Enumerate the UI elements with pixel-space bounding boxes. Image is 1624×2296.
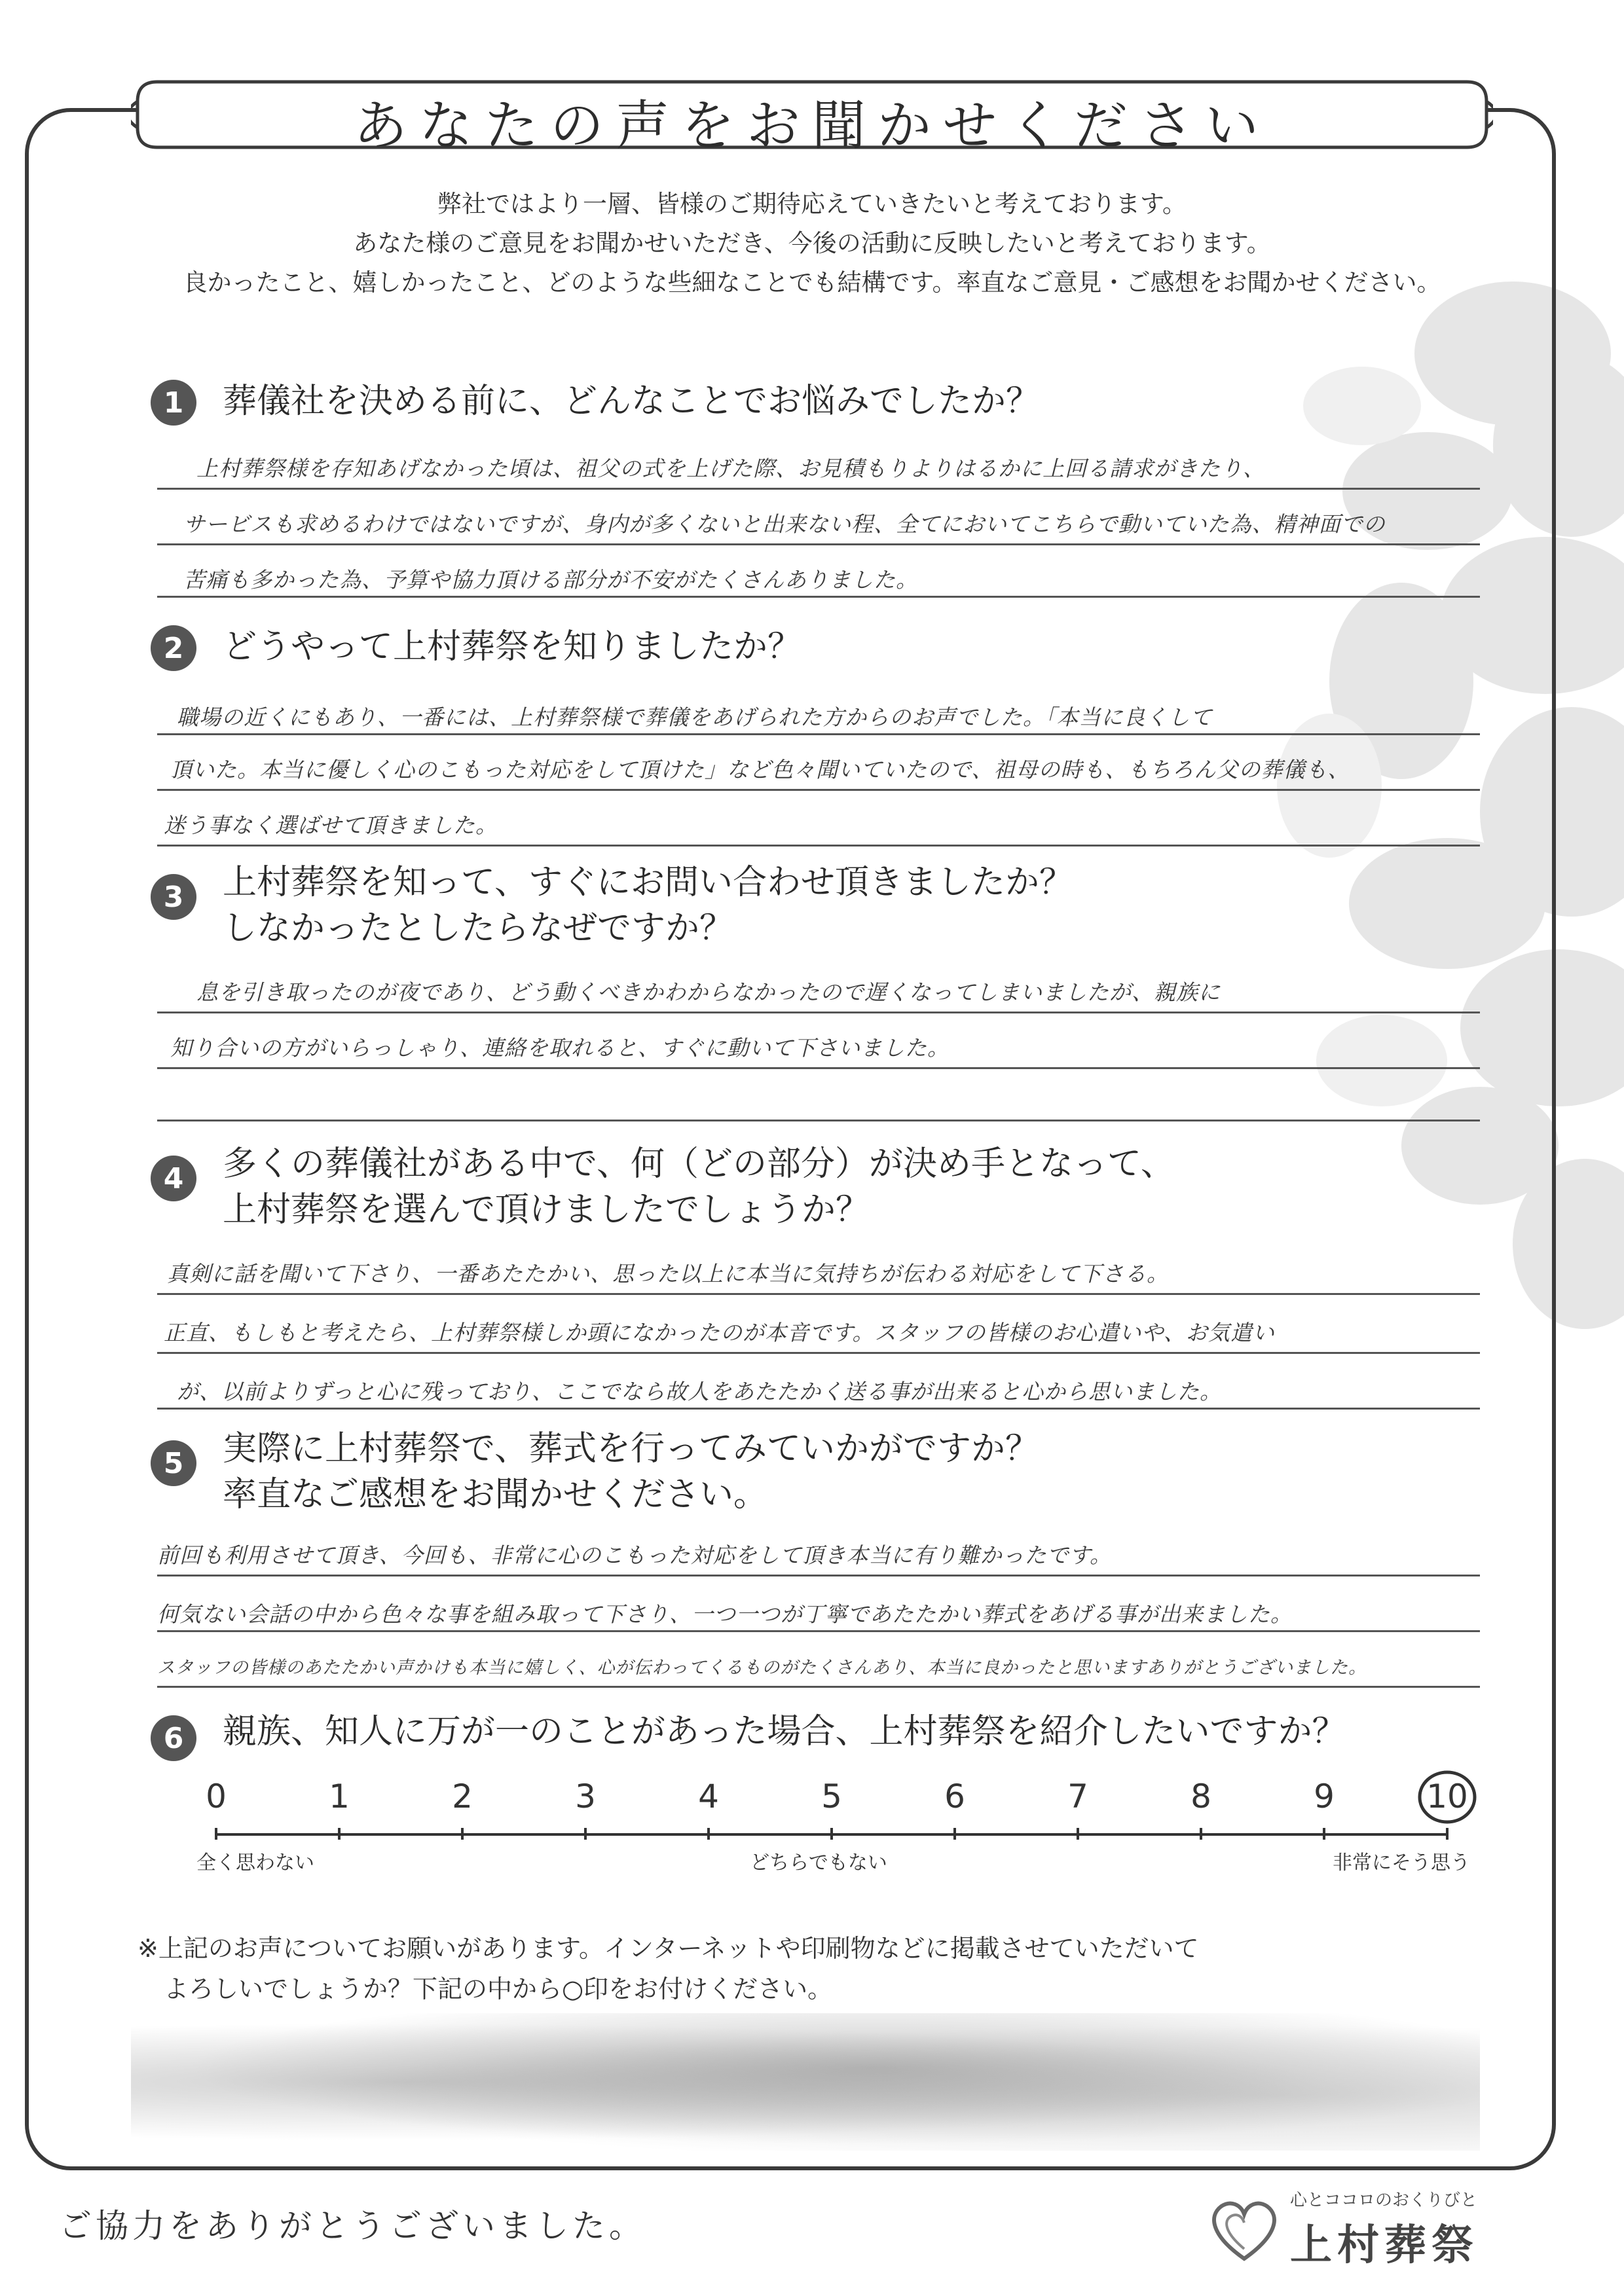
- answer-line: 苦痛も多かった為、予算や協力頂ける部分が不安がたくさんありました。: [183, 567, 918, 592]
- intro-line: 弊社ではより一層、皆様のご期待応えていきたいと考えております。: [437, 190, 1187, 218]
- scale-tick: [584, 1828, 587, 1840]
- scale-label-high: 非常にそう思う: [1333, 1851, 1470, 1874]
- selected-rating-circle: [157, 1768, 1480, 1899]
- scale-tick: [1446, 1828, 1449, 1840]
- question-text: 実際に上村葬祭で、葬式を行ってみていかがですか？: [223, 1429, 1039, 1468]
- question-text: しなかったとしたらなぜですか？: [223, 909, 734, 948]
- answer-rule: [157, 1630, 1480, 1632]
- answer-line: 知り合いの方がいらっしゃり、連絡を取れると、すぐに動いて下さいました。: [170, 1035, 950, 1061]
- company-logo: [1205, 2187, 1506, 2272]
- answer-line: 正直、もしもと考えたら、上村葬祭様しか頭になかったのが本音です。スタッフの皆様のお心遣いや、お気遣い: [164, 1320, 1275, 1345]
- scale-tick: [1200, 1828, 1202, 1840]
- scale-tick: [707, 1828, 710, 1840]
- note-line: よろしいでしょうか？下記の中から○印をお付けください。: [164, 1975, 833, 2003]
- scale-tick: [830, 1828, 833, 1840]
- note-line: ※上記のお声についてお願いがあります。インターネットや印刷物などに掲載させていただいて: [138, 1934, 1199, 1963]
- logo-tagline: 心とココロのおくりびと: [1290, 2191, 1478, 2210]
- answer-rule: [157, 1293, 1480, 1295]
- question-text: 上村葬祭を知って、すぐにお問い合わせ頂きましたか？: [223, 863, 1073, 902]
- page-title: あなたの声をお聞かせください: [353, 95, 1270, 157]
- answer-rule: [157, 1575, 1480, 1576]
- scale-tick: [215, 1828, 217, 1840]
- question-number-badge: 4: [151, 1156, 196, 1201]
- answer-line: 息を引き取ったのが夜であり、どう動くべきかわからなかったので遅くなってしまいましたが、親族に: [196, 979, 1221, 1005]
- answer-line: 迷う事なく選ばせて頂きました。: [164, 812, 498, 838]
- rating-scale: [157, 1768, 1480, 1899]
- answer-rule: [157, 1011, 1480, 1013]
- scale-tick-label[interactable]: 9: [1314, 1777, 1335, 1815]
- answer-rule: [157, 543, 1480, 545]
- answer-line: 真剣に話を聞いて下さり、一番あたたかい、思った以上に本当に気持ちが伝わる対応をして下さる。: [167, 1261, 1169, 1286]
- answer-rule: [157, 1408, 1480, 1410]
- title-banner: [131, 69, 1493, 160]
- answer-rule: [157, 845, 1480, 847]
- footer-thanks: ご協力をありがとうございました。: [59, 2207, 646, 2245]
- heart-icon: [1205, 2187, 1283, 2272]
- answer-line: 職場の近くにもあり、一番には、上村葬祭様で葬儀をあげられた方からのお声でした。「本当に良くして: [177, 704, 1213, 730]
- question-number-badge: 3: [151, 874, 196, 920]
- question-number-badge: 6: [151, 1715, 196, 1761]
- publication-note: [138, 1928, 1199, 2009]
- question-text: 親族、知人に万が一のことがあった場合、上村葬祭を紹介したいですか？: [223, 1712, 1346, 1751]
- answer-rule: [157, 1067, 1480, 1069]
- answer-rule: [157, 789, 1480, 791]
- scale-tick-label[interactable]: 5: [821, 1777, 842, 1815]
- answer-rule: [157, 1686, 1480, 1688]
- intro-text: [65, 185, 1559, 302]
- scale-tick: [953, 1828, 956, 1840]
- answer-rule: [157, 596, 1480, 598]
- scale-label-mid: どちらでもない: [750, 1851, 887, 1874]
- answer-line: サービスも求めるわけではないですが、身内が多くないと出来ない程、全てにおいてこちらで動いていた為、精神面での: [183, 511, 1386, 537]
- scale-tick-label[interactable]: 7: [1067, 1777, 1088, 1815]
- answer-line: が、以前よりずっと心に残っており、ここでなら故人をあたたかく送る事が出来ると心から思いました。: [177, 1379, 1223, 1404]
- question-text: どうやって上村葬祭を知りましたか？: [223, 627, 802, 666]
- question-number-badge: 1: [151, 380, 196, 426]
- answer-rule: [157, 488, 1480, 490]
- scale-tick: [338, 1828, 341, 1840]
- answer-line: 上村葬祭様を存知あげなかった頃は、祖父の式を上げた際、お見積もりよりはるかに上回る請求がきたり、: [196, 456, 1265, 481]
- answer-line: スタッフの皆様のあたたかい声かけも本当に嬉しく、心が伝わってくるものがたくさんあり、本当に良かったと思いますありがとうございました。: [157, 1658, 1367, 1678]
- scale-tick-label[interactable]: 3: [575, 1777, 596, 1815]
- scale-tick-label[interactable]: 4: [698, 1777, 719, 1815]
- scale-label-low: 全く思わない: [196, 1851, 314, 1874]
- intro-line: あなた様のご意見をお聞かせいただき、今後の活動に反映したいと考えております。: [353, 229, 1271, 257]
- question-text: 上村葬祭を選んで頂けましたでしょうか？: [223, 1190, 870, 1230]
- question-number-badge: 5: [151, 1440, 196, 1486]
- answer-rule: [157, 1352, 1480, 1354]
- answer-line: 頂いた。本当に優しく心のこもった対応をして頂けた」など色々聞いていたので、祖母の時も、もちろん父の葬儀も、: [170, 757, 1350, 782]
- answer-rule: [157, 1120, 1480, 1121]
- scale-tick: [1323, 1828, 1325, 1840]
- stamp-area: [131, 2013, 1480, 2151]
- question-text: 多くの葬儀社がある中で、何（どの部分）が決め手となって、: [223, 1144, 1175, 1184]
- scale-tick-label[interactable]: 10: [1426, 1777, 1468, 1815]
- scale-tick-label[interactable]: 8: [1190, 1777, 1211, 1815]
- scale-tick-label[interactable]: 6: [944, 1777, 965, 1815]
- scale-tick-label[interactable]: 1: [329, 1777, 350, 1815]
- scale-tick-label[interactable]: 0: [206, 1777, 227, 1815]
- scale-tick: [1077, 1828, 1079, 1840]
- answer-rule: [157, 733, 1480, 735]
- scale-tick-label[interactable]: 2: [452, 1777, 473, 1815]
- scale-tick: [461, 1828, 464, 1840]
- question-text: 率直なご感想をお聞かせください。: [223, 1475, 768, 1514]
- logo-name: 上村葬祭: [1290, 2221, 1479, 2270]
- question-text: 葬儀社を決める前に、どんなことでお悩みでしたか？: [223, 382, 1041, 421]
- intro-line: 良かったこと、嬉しかったこと、どのような些細なことでも結構です。率直なご意見・ご感想をお聞かせください。: [183, 268, 1441, 297]
- answer-line: 何気ない会話の中から色々な事を組み取って下さり、一つ一つが丁寧であたたかい葬式をあげる事が出来ました。: [157, 1601, 1293, 1627]
- question-number-badge: 2: [151, 625, 196, 671]
- answer-line: 前回も利用させて頂き、今回も、非常に心のこもった対応をして頂き本当に有り難かったです。: [157, 1542, 1113, 1568]
